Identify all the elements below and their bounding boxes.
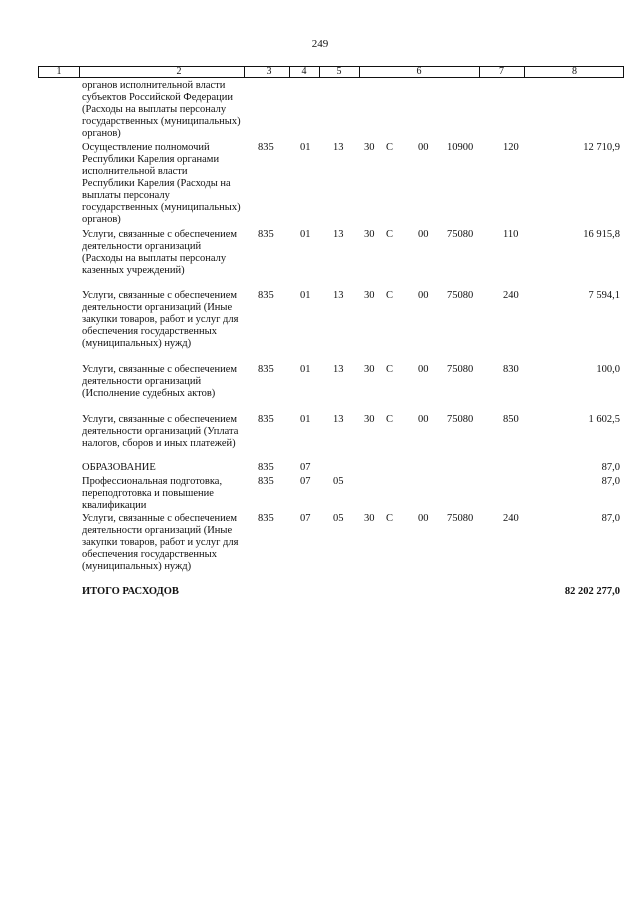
- cell-code: 835: [258, 462, 274, 473]
- cell-code: 835: [258, 290, 274, 301]
- cell-sub: 00: [418, 513, 429, 524]
- cell-sub: 00: [418, 414, 429, 425]
- cell-sub: 00: [418, 229, 429, 240]
- cell-type: 850: [503, 414, 519, 425]
- cell-section: 01: [300, 364, 311, 375]
- cell-section: 01: [300, 414, 311, 425]
- cell-article: 75080: [447, 414, 474, 425]
- total-value: 82 202 277,0: [564, 586, 620, 597]
- cell-section: 01: [300, 229, 311, 240]
- cell-amount: 87,0: [601, 462, 620, 473]
- cell-letter: С: [386, 513, 394, 524]
- cell-subsection: 13: [333, 290, 344, 301]
- cell-section: 07: [300, 513, 311, 524]
- cell-amount: 100,0: [596, 364, 620, 375]
- cell-article: 10900: [447, 142, 474, 153]
- cell-amount: 87,0: [601, 513, 620, 524]
- cell-code: 835: [258, 513, 274, 524]
- cell-code: 835: [258, 364, 274, 375]
- cell-type: 240: [503, 290, 519, 301]
- cell-section: 01: [300, 290, 311, 301]
- cell-letter: С: [386, 142, 394, 153]
- cell-subsection: 13: [333, 364, 344, 375]
- header-col-3: 3: [266, 66, 272, 77]
- cell-amount: 87,0: [601, 476, 620, 487]
- cell-program: 30: [364, 290, 375, 301]
- row-name: Услуги, связанные с обеспечением деятельности организаций (Иные закупки товаров, работ и услуг для обеспечения государственных (муниципальных) нужд): [82, 290, 239, 349]
- cell-sub: 00: [418, 364, 429, 375]
- cell-letter: С: [386, 290, 394, 301]
- cell-amount: 16 915,8: [583, 229, 620, 240]
- cell-section: 07: [300, 462, 311, 473]
- cell-code: 835: [258, 476, 274, 487]
- cell-program: 30: [364, 513, 375, 524]
- table-header: [38, 66, 624, 78]
- cell-subsection: 13: [333, 229, 344, 240]
- cell-article: 75080: [447, 290, 474, 301]
- row-name: Услуги, связанные с обеспечением деятельности организаций (Уплата налогов, сборов и иных платежей): [82, 414, 239, 449]
- cell-program: 30: [364, 364, 375, 375]
- cell-sub: 00: [418, 142, 429, 153]
- cell-type: 110: [503, 229, 519, 240]
- cell-article: 75080: [447, 364, 474, 375]
- cell-letter: С: [386, 364, 394, 375]
- cell-program: 30: [364, 142, 375, 153]
- cell-type: 830: [503, 364, 519, 375]
- cell-code: 835: [258, 414, 274, 425]
- header-col-5: 5: [336, 66, 342, 77]
- row-name: Осуществление полномочий Республики Карелия органами исполнительной власти Республики Карелия (Расходы на выплаты персоналу государственных (муниципальных) органов): [82, 142, 241, 225]
- header-col-1: 1: [56, 66, 62, 77]
- header-col-4: 4: [301, 66, 307, 77]
- header-col-2: 2: [176, 66, 182, 77]
- cell-type: 120: [503, 142, 519, 153]
- header-col-8: 8: [572, 66, 577, 77]
- row-name: органов исполнительной власти субъектов Российской Федерации (Расходы на выплаты персоналу государственных (муниципальных) органов): [82, 80, 241, 139]
- header-col-6: 6: [416, 66, 422, 77]
- cell-amount: 7 594,1: [588, 290, 620, 301]
- cell-section: 01: [300, 142, 311, 153]
- cell-letter: С: [386, 229, 394, 240]
- total-label: ИТОГО РАСХОДОВ: [82, 586, 179, 597]
- cell-program: 30: [364, 229, 375, 240]
- cell-program: 30: [364, 414, 375, 425]
- cell-subsection: 05: [333, 513, 344, 524]
- cell-subsection: 13: [333, 414, 344, 425]
- cell-subsection: 13: [333, 142, 344, 153]
- row-name: Услуги, связанные с обеспечением деятельности организаций (Расходы на выплаты персоналу казенных учреждений): [82, 229, 238, 276]
- cell-subsection: 05: [333, 476, 344, 487]
- cell-amount: 12 710,9: [583, 142, 620, 153]
- row-name: ОБРАЗОВАНИЕ: [82, 462, 156, 473]
- cell-type: 240: [503, 513, 519, 524]
- row-name: Профессиональная подготовка, переподготовка и повышение квалификации: [82, 476, 223, 511]
- cell-article: 75080: [447, 229, 474, 240]
- cell-amount: 1 602,5: [588, 414, 620, 425]
- cell-code: 835: [258, 142, 274, 153]
- header-col-7: 7: [499, 66, 504, 77]
- cell-section: 07: [300, 476, 311, 487]
- cell-code: 835: [258, 229, 274, 240]
- page-number: 249: [311, 38, 329, 50]
- row-name: Услуги, связанные с обеспечением деятельности организаций (Исполнение судебных актов): [82, 364, 238, 399]
- row-name: Услуги, связанные с обеспечением деятельности организаций (Иные закупки товаров, работ и услуг для обеспечения государственных (муниципальных) нужд): [82, 513, 239, 572]
- cell-article: 75080: [447, 513, 474, 524]
- cell-sub: 00: [418, 290, 429, 301]
- cell-letter: С: [386, 414, 394, 425]
